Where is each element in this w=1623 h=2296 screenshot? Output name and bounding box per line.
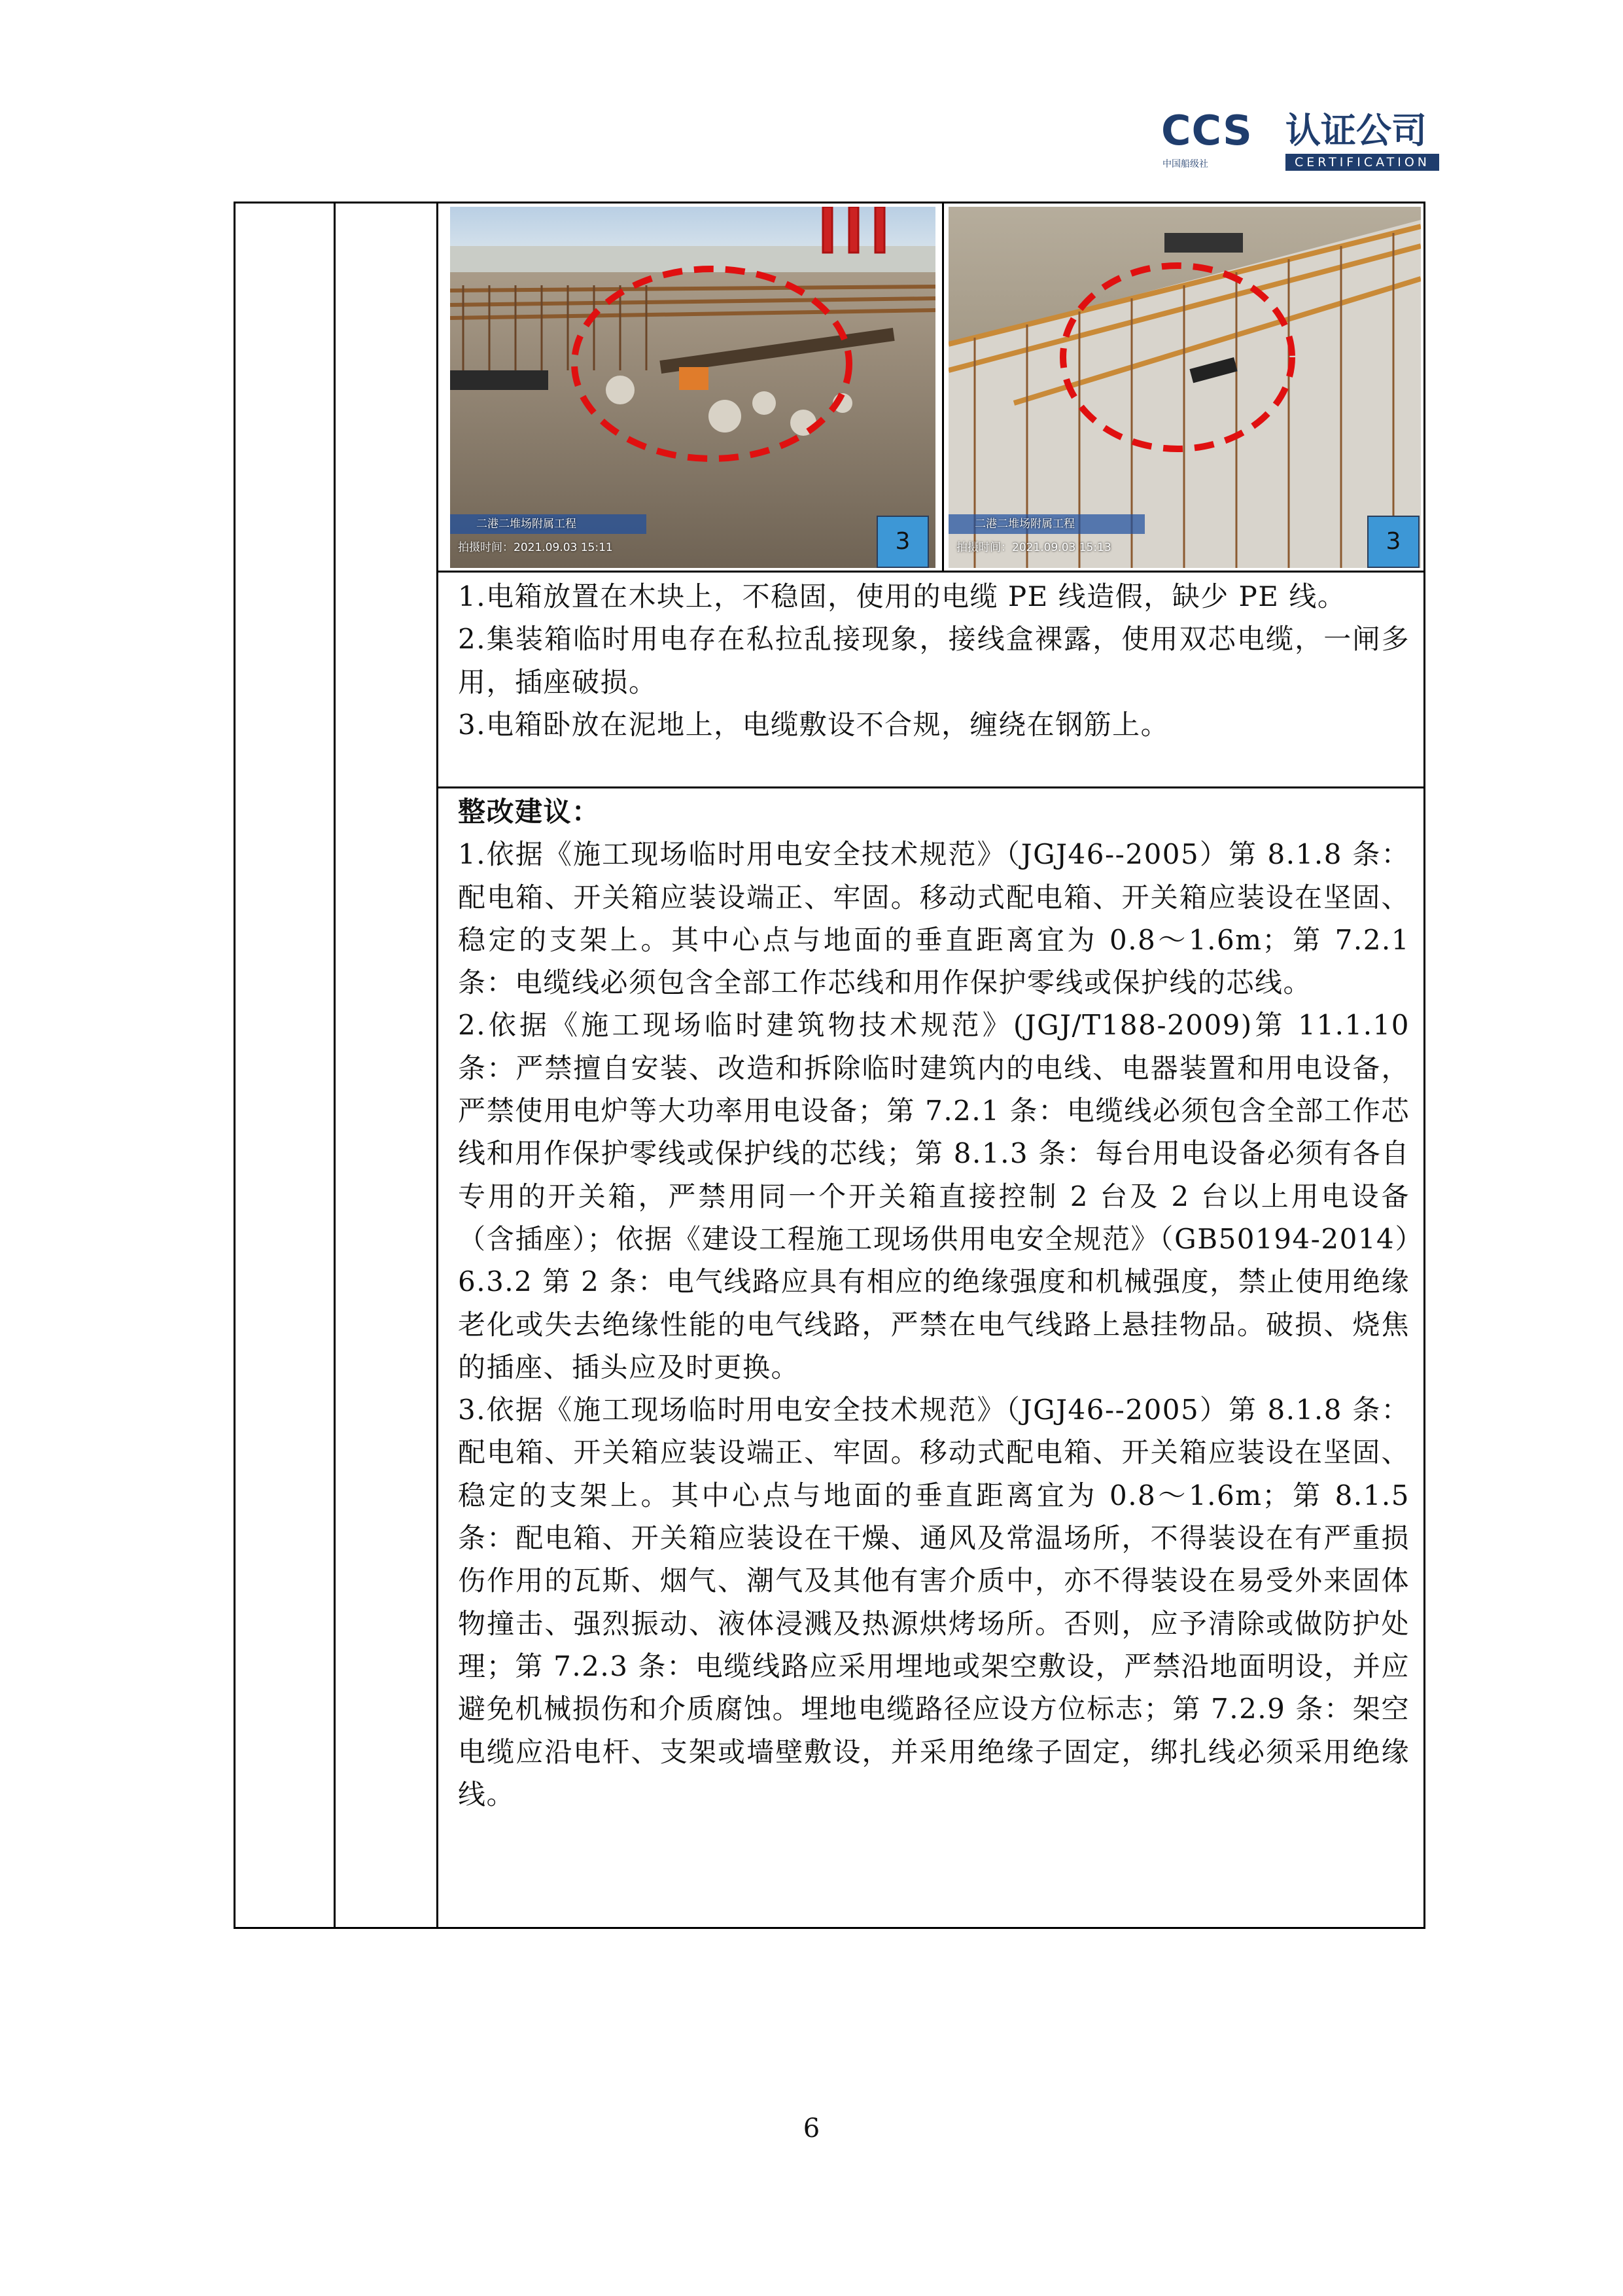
photo-1-badge: 3: [877, 516, 929, 568]
column-divider-2: [436, 202, 438, 1929]
ccs-certification-logo: [1161, 108, 1442, 173]
photo-2-time-caption: 拍摄时间：2021.09.03 15:13: [956, 541, 1111, 554]
photo-2-project-caption: 二港二堆场附属工程: [975, 518, 1075, 531]
logo-sub-text: [1162, 158, 1277, 171]
row-divider-issues: [436, 786, 1425, 788]
issue-item-1: 1.电箱放置在木块上，不稳固，使用的电缆 PE 线造假，缺少 PE 线。: [458, 580, 1346, 612]
site-photo-2: [949, 207, 1421, 568]
issue-item-2: 2.集装箱临时用电存在私拉乱接现象，接线盒裸露，使用双芯电缆，一闸多用，插座破损。: [458, 623, 1410, 698]
logo-cn-text: 认证公司: [1285, 110, 1427, 151]
column-divider-1: [334, 202, 336, 1929]
suggestions-heading: 整改建议：: [458, 796, 601, 828]
page-number: 6: [803, 2113, 820, 2144]
issue-item-3: 3.电箱卧放在泥地上，电缆敷设不合规，缠绕在钢筋上。: [458, 708, 1170, 741]
logo-en-bar: CERTIFICATION: [1285, 154, 1439, 171]
photo-divider: [942, 202, 944, 572]
issues-cell: [458, 575, 1410, 746]
logo-ccs-text: CCS: [1161, 107, 1253, 154]
photo-1-time-caption: 拍摄时间：2021.09.03 15:11: [458, 541, 613, 554]
site-photo-2-image: [949, 207, 1421, 568]
suggestions-cell: [458, 790, 1410, 1816]
suggestion-item-2: 2.依据《施工现场临时建筑物技术规范》(JGJ/T188-2009)第 11.1.10 条：严禁擅自安装、改造和拆除临时建筑内的电线、电器装置和用电设备，严禁使用电炉等大功率用电设备；第 7.2.1 条：电缆线必须包含全部工作芯线和用作保护零线或保护线的芯线；第 8.1.3 条：每台用电设备必须有各自专用的开关箱，严禁用同一个开关箱直接控制 2 台及 2 台以上用电设备（含插座）；依据《建设工程施工现场供用电安全规范》（GB50194-2014）6.3.2 第 2 条：电气线路应具有相应的绝缘强度和机械强度，禁止使用绝缘老化或失去绝缘性能的电气线路，严禁在电气线路上悬挂物品。破损、烧焦的插座、插头应及时更换。: [458, 1009, 1410, 1383]
photo-2-badge: 3: [1367, 516, 1420, 568]
suggestion-item-3: 3.依据《施工现场临时用电安全技术规范》（JGJ46--2005）第 8.1.8 条：配电箱、开关箱应装设端正、牢固。移动式配电箱、开关箱应装设在坚固、稳定的支架上。其中心点与地面的垂直距离宜为 0.8～1.6m；第 8.1.5 条：配电箱、开关箱应装设在干燥、通风及常温场所，不得装设在有严重损伤作用的瓦斯、烟气、潮气及其他有害介质中，亦不得装设在易受外来固体物撞击、强烈振动、液体浸溅及热源烘烤场所。否则，应予清除或做防护处理；第 7.2.3 条：电缆线路应采用埋地或架空敷设，严禁沿地面明设，并应避免机械损伤和介质腐蚀。埋地电缆路径应设方位标志；第 7.2.9 条：架空电缆应沿电杆、支架或墙壁敷设，并采用绝缘子固定，绑扎线必须采用绝缘线。: [458, 1394, 1410, 1810]
logo-sub-cn: 中国船级社: [1162, 159, 1208, 169]
site-photo-1: [450, 207, 935, 568]
suggestion-item-1: 1.依据《施工现场临时用电安全技术规范》（JGJ46--2005）第 8.1.8 条：配电箱、开关箱应装设端正、牢固。移动式配电箱、开关箱应装设在坚固、稳定的支架上。其中心点与地面的垂直距离宜为 0.8～1.6m；第 7.2.1 条：电缆线必须包含全部工作芯线和用作保护零线或保护线的芯线。: [458, 838, 1410, 999]
row-divider-photos: [436, 571, 1425, 573]
photo-1-project-caption: 二港二堆场附属工程: [476, 518, 576, 531]
site-photo-1-image: [450, 207, 935, 568]
